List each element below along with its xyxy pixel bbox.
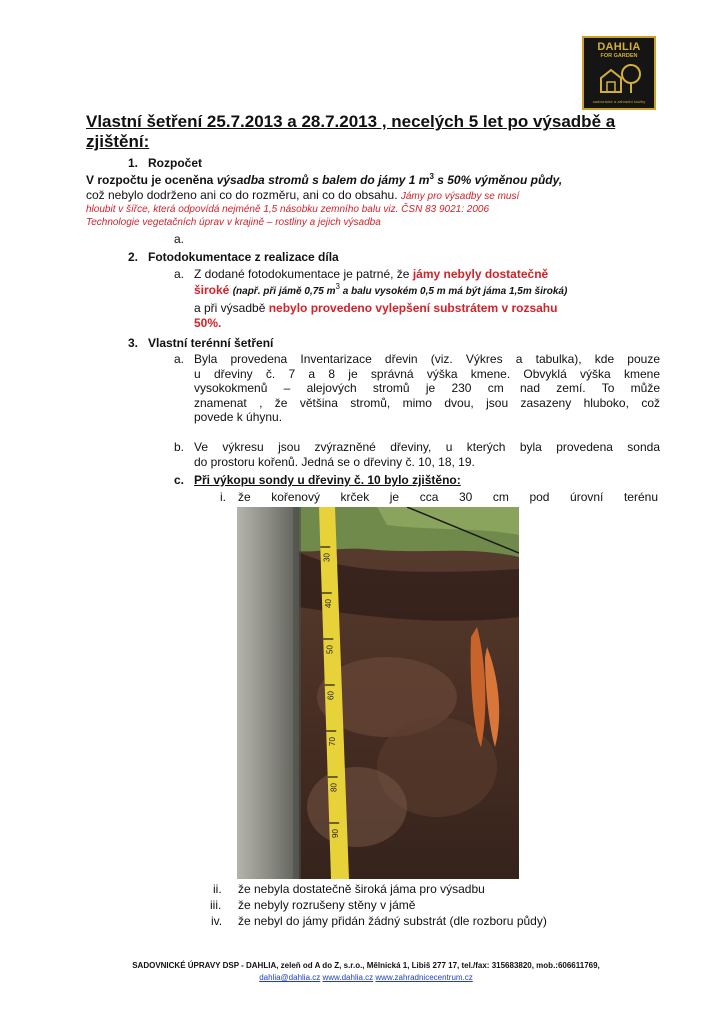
tape-mark-label: 30 — [322, 553, 332, 562]
tape-mark-label: 40 — [323, 599, 333, 608]
section-3-b-text — [194, 440, 660, 469]
tape-mark-label: 70 — [328, 737, 338, 746]
footer-email-link[interactable]: dahlia@dahlia.cz — [259, 973, 321, 982]
section-2-sub-a-label: a. — [174, 267, 185, 281]
probe-findings-heading: Při výkopu sondy u dřeviny č. 10 bylo zjištěno: — [194, 473, 461, 487]
finding-iv-text: že nebyl do jámy přidán žádný substrát (dle rozboru půdy) — [238, 914, 547, 928]
tree-house-logo-icon — [597, 62, 643, 96]
page-title: Vlastní šetření 25.7.2013 a 28.7.2013 , necelých 5 let po výsadbě a zjištění: — [86, 112, 616, 151]
footer-address: SADOVNICKÉ ÚPRAVY DSP - DAHLIA, zeleň od A do Z, s.r.o., Mělnická 1, Libiš 277 17, tel./fax: 315683820, mob.:606611769, — [132, 961, 600, 970]
norm-note-line3: Technologie vegetačních úprav v krajině – rostliny a jejich výsadba — [86, 217, 381, 228]
probe-line-2: do prostoru kořenů. Jedná se o dřeviny č. 10, 18, 19. — [194, 454, 475, 469]
finding-i-label: i. — [220, 490, 226, 504]
section-3-sub-a-label: a. — [174, 352, 185, 366]
section-2-a-line4: 50%. — [194, 316, 222, 330]
tape-mark-label: 50 — [325, 645, 335, 654]
section-1-sub-a: a. — [174, 232, 185, 246]
soil-probe-photo — [237, 507, 519, 879]
tape-mark-label: 80 — [329, 783, 339, 792]
section-2-a-line1 — [194, 267, 664, 282]
pits-not-wide: jámy nebyly dostatečně — [412, 267, 549, 281]
finding-i-text: že kořenový krček je cca 30 cm pod úrovní terénu — [238, 490, 658, 504]
footer-web-link[interactable]: www.dahlia.cz — [322, 973, 374, 982]
finding-iii-text: že nebyly rozrušeny stěny v jámě — [238, 898, 416, 912]
probe-line-1: Ve výkresu jsou zvýrazněné dřeviny, u kterých byla provedena sonda — [194, 440, 660, 454]
inventory-line-4: znamenat , že většina stromů, mimo dvou, jsou zasazeny hluboko, což — [194, 395, 660, 410]
finding-iii-label: iii. — [210, 898, 222, 912]
footer-links — [76, 972, 656, 984]
norm-note-line2: hloubit v šířce, která odpovídá nejméně 1,5 násobku zemního balu viz. ČSN 83 9021: 2006 — [86, 204, 490, 215]
footer-garden-center-link[interactable]: www.zahradnicecentrum.cz — [375, 973, 473, 982]
budget-intro: V rozpočtu je oceněna — [86, 173, 217, 187]
inventory-line-3: vysokokmenů – alejových stromů je 230 cm nad zemí. To může — [194, 381, 660, 395]
section-3-number: 3. — [128, 336, 139, 350]
logo-sub: FOR GARDEN — [600, 53, 638, 59]
budget-unit-sup: 3 — [429, 172, 434, 181]
budget-exchange: s 50% výměnou půdy, — [433, 173, 563, 187]
tape-mark-label: 90 — [331, 829, 341, 838]
budget-planting: výsadba stromů s balem do jámy 1 m — [216, 173, 430, 187]
section-1-heading: Rozpočet — [148, 156, 202, 170]
norm-note-start: Jámy pro výsadby se musí — [400, 191, 520, 202]
company-logo — [582, 36, 656, 110]
inventory-line-1: Byla provedena Inventarizace dřevin (viz. Výkres a tabulka), kde pouze — [194, 352, 660, 366]
soil-probe-image — [237, 507, 519, 879]
budget-not-met: což nebylo dodrženo ani co do rozměru, ani co do obsahu. — [86, 188, 398, 202]
page-footer — [76, 960, 656, 984]
section-1-number: 1. — [128, 156, 139, 170]
finding-ii-text: že nebyla dostatečně široká jáma pro výsadbu — [238, 882, 485, 896]
section-1-paragraph-line1 — [86, 173, 666, 188]
section-3-sub-c-label: c. — [174, 473, 185, 487]
pit-example-note: (např. při jámě 0,75 m — [232, 286, 336, 297]
section-3-heading: Vlastní terénní šetření — [148, 336, 274, 350]
section-2-number: 2. — [128, 250, 139, 264]
section-3-a-text — [194, 352, 660, 425]
section-1-paragraph-line2 — [86, 188, 666, 205]
section-3-sub-b-label: b. — [174, 440, 185, 454]
logo-tagline: sadovnické a zahradní služby — [592, 99, 646, 104]
inventory-line-5: povede k úhynu. — [194, 410, 283, 424]
no-substrate: nebylo provedeno vylepšení substrátem v rozsahu — [268, 301, 558, 315]
planting-text: a při výsadbě — [194, 301, 269, 315]
section-2-a-line3 — [194, 301, 674, 316]
tape-mark-label: 60 — [326, 691, 336, 700]
finding-ii-label: ii. — [213, 882, 222, 896]
pit-example-sup: 3 — [335, 282, 340, 291]
pits-wide-word: široké — [194, 283, 230, 297]
section-2-a-line2 — [194, 283, 674, 300]
pit-example-note2: a balu vysokém 0,5 m má být jáma 1,5m široká) — [339, 286, 568, 297]
finding-iv-label: iv. — [211, 914, 223, 928]
section-2-heading: Fotodokumentace z realizace díla — [148, 250, 339, 264]
inventory-line-2: u dřeviny č. 7 a 8 je správná výška kmene. Obvyklá výška kmene — [194, 366, 660, 381]
logo-brand: DAHLIA — [597, 41, 641, 53]
photo-doc-text: Z dodané fotodokumentace je patrné, že — [194, 267, 413, 281]
